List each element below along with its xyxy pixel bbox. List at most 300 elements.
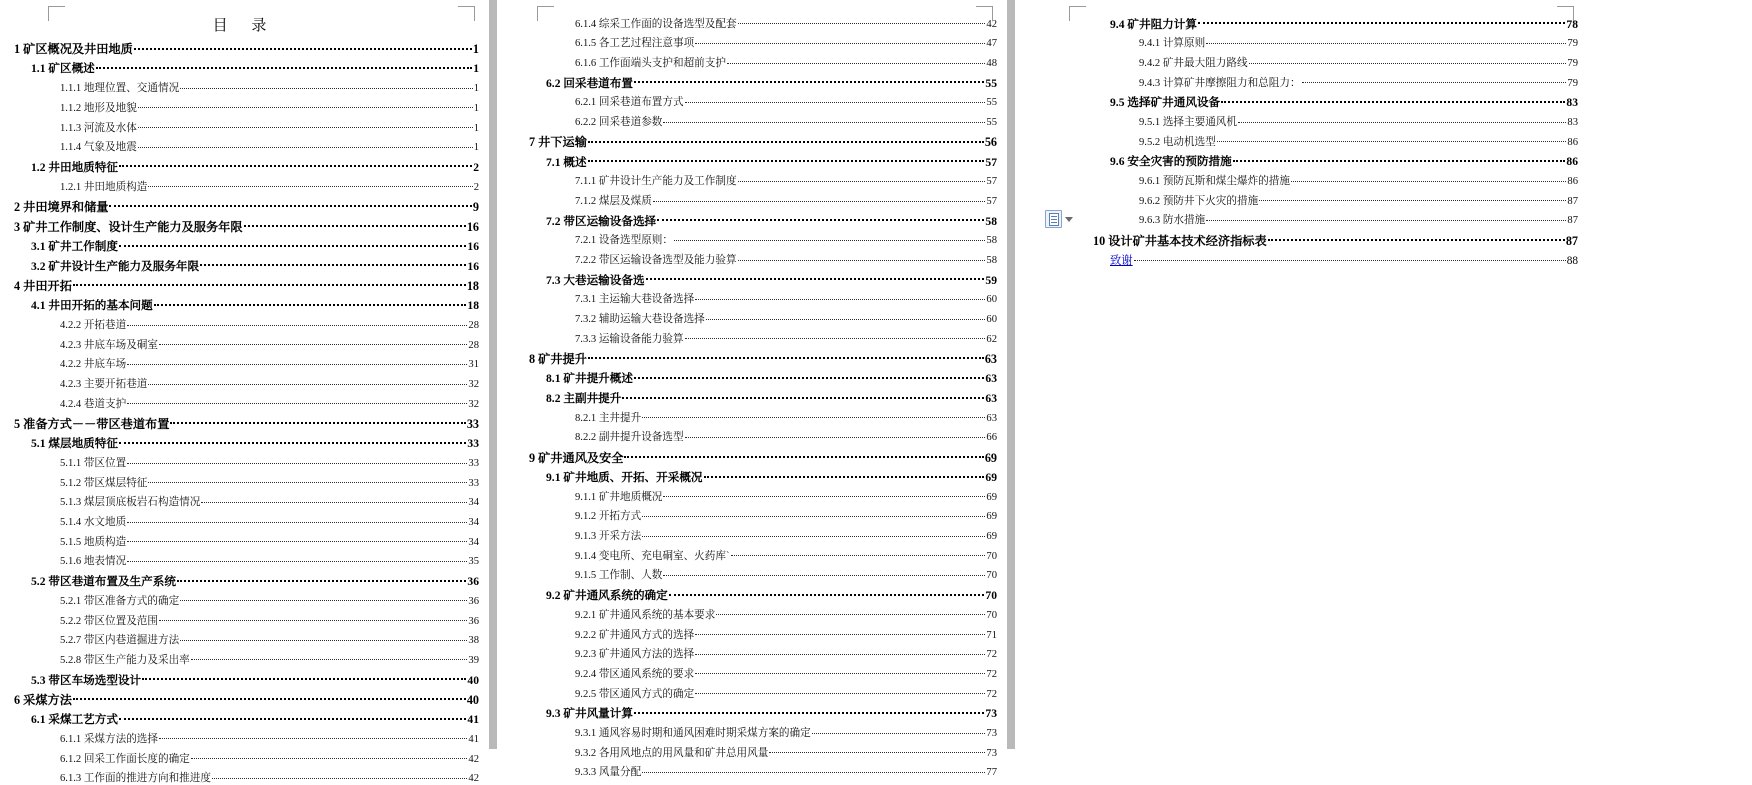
toc-entry-label: 9.5 选择矿井通风设备 xyxy=(1110,96,1221,110)
toc-entry[interactable] xyxy=(14,534,479,548)
toc-entry-page-number: 32 xyxy=(468,398,479,410)
toc-leader-dots xyxy=(769,745,985,756)
toc-leader-dots xyxy=(138,140,473,151)
toc-entry-page-number: 69 xyxy=(986,491,997,503)
toc-entry-page-number: 73 xyxy=(986,727,997,739)
toc-entry-page-number: 69 xyxy=(986,531,997,543)
toc-entry[interactable] xyxy=(529,607,997,621)
toc-entry[interactable] xyxy=(529,16,997,30)
toc-entry-label: 7.3.1 主运输大巷设备选择 xyxy=(575,294,695,306)
toc-entry-page-number: 35 xyxy=(468,556,479,568)
toc-entry-label: 9.1.1 矿井地质概况 xyxy=(575,491,663,503)
toc-entry-label: 6.1.6 工作面端头支护和超前支护 xyxy=(575,57,726,69)
toc-entry[interactable] xyxy=(14,199,479,213)
toc-entry[interactable] xyxy=(14,475,479,489)
toc-entry[interactable] xyxy=(529,548,997,562)
toc-leader-dots xyxy=(685,331,986,342)
toc-entry[interactable] xyxy=(529,489,997,503)
toc-entry-page-number: 40 xyxy=(467,673,479,687)
toc-entry[interactable] xyxy=(529,745,997,759)
toc-entry[interactable] xyxy=(529,174,997,188)
toc-entry-page-number: 72 xyxy=(986,668,997,680)
toc-entry-page-number: 66 xyxy=(986,432,997,444)
toc-entry-page-number: 69 xyxy=(985,471,997,485)
toc-entry-label: 9 矿井通风及安全 xyxy=(529,450,624,465)
toc-entry[interactable] xyxy=(14,672,479,686)
toc-entry-page-number: 39 xyxy=(468,654,479,666)
toc-leader-dots xyxy=(685,430,986,441)
toc-entry[interactable] xyxy=(14,100,479,114)
toc-entry[interactable] xyxy=(1093,75,1578,89)
toc-entry-label: 9.5.2 电动机选型 xyxy=(1139,136,1216,148)
toc-entry[interactable] xyxy=(14,219,479,233)
toc-entry-label: 致谢 xyxy=(1110,254,1133,267)
toc-entry[interactable] xyxy=(14,81,479,95)
toc-entry-page-number: 28 xyxy=(468,339,479,351)
toc-entry-label: 5.2.7 带区内巷道掘进方法 xyxy=(60,635,180,647)
toc-leader-dots xyxy=(727,55,985,66)
toc-leader-dots xyxy=(716,607,985,618)
toc-entry-label: 5.2.1 带区准备方式的确定 xyxy=(60,595,180,607)
toc-entry-label: 5.1.5 地质构造 xyxy=(60,536,127,548)
toc-entry-page-number: 86 xyxy=(1566,155,1578,169)
toc-entry-page-number: 73 xyxy=(985,707,997,721)
toc-entry-label: 5.2.8 带区生产能力及采出率 xyxy=(60,654,190,666)
toc-entry[interactable] xyxy=(529,272,997,286)
toc-leader-dots xyxy=(738,174,986,185)
toc-entry-label: 9.6 安全灾害的预防措施 xyxy=(1110,155,1232,169)
document-page-1 xyxy=(0,0,489,785)
toc-entry-page-number: 1 xyxy=(472,42,479,57)
toc-leader-dots xyxy=(588,154,985,166)
toc-entry[interactable] xyxy=(1093,174,1578,188)
toc-entry-page-number: 42 xyxy=(468,773,479,785)
toc-entry-label: 9.2.4 带区通风系统的要求 xyxy=(575,668,695,680)
toc-entry-page-number: 56 xyxy=(984,135,997,150)
toc-entry-label: 9.6.2 预防井下火灾的措施 xyxy=(1139,195,1259,207)
toc-entry-label: 9.3 矿井风量计算 xyxy=(546,707,633,721)
toc-leader-dots xyxy=(1259,193,1566,204)
toc-entry-label: 5.2.2 带区位置及范围 xyxy=(60,615,158,627)
toc-entry-page-number: 57 xyxy=(986,176,997,188)
toc-leader-dots xyxy=(1302,75,1567,86)
toc-entry-page-number: 9 xyxy=(472,199,479,214)
toc-entry-label: 8 矿井提升 xyxy=(529,352,587,367)
toc-leader-dots xyxy=(646,272,985,284)
toc-leader-dots xyxy=(1206,213,1566,224)
toc-leader-dots xyxy=(96,61,472,73)
toc-entry-label: 5.1.4 水文地质 xyxy=(60,517,127,529)
toc-leader-dots xyxy=(1217,134,1567,145)
toc-leader-dots xyxy=(119,238,466,250)
toc-entry[interactable] xyxy=(529,568,997,582)
toc-leader-dots xyxy=(1291,174,1566,185)
toc-leader-dots xyxy=(134,41,472,53)
toc-entry-label: 7.3 大巷运输设备选 xyxy=(546,273,645,287)
toc-entry[interactable] xyxy=(1093,233,1578,247)
toc-entry[interactable] xyxy=(14,652,479,666)
toc-entry-label: 9.2.3 矿井通风方法的选择 xyxy=(575,649,695,661)
toc-entry[interactable] xyxy=(14,712,479,726)
toc-entry-label: 4.1 井田开拓的基本问题 xyxy=(31,299,153,313)
toc-leader-dots xyxy=(738,252,986,263)
toc-leader-dots xyxy=(1249,55,1567,66)
toc-leader-dots xyxy=(119,712,466,724)
toc-entry[interactable] xyxy=(529,528,997,542)
toc-entry[interactable] xyxy=(14,159,479,173)
toc-entry[interactable] xyxy=(1093,193,1578,207)
toc-leader-dots xyxy=(1221,95,1565,107)
toc-leader-dots xyxy=(201,495,467,506)
toc-entry[interactable] xyxy=(1093,95,1578,109)
toc-entry-page-number: 60 xyxy=(986,294,997,306)
toc-entry[interactable] xyxy=(529,193,997,207)
toc-leader-dots xyxy=(588,351,984,363)
toc-entry-label: 6.1.4 综采工作面的设备选型及配套 xyxy=(575,18,737,30)
toc-leader-dots xyxy=(642,410,985,421)
toc-entry[interactable] xyxy=(14,633,479,647)
toc-entry[interactable] xyxy=(1093,134,1578,148)
toc-entry-page-number: 55 xyxy=(986,117,997,129)
toc-entry[interactable] xyxy=(14,574,479,588)
toc-entry-label: 1.1 矿区概述 xyxy=(31,62,95,76)
toc-leader-dots xyxy=(622,390,984,402)
toc-entry-label: 8.2.1 主井提升 xyxy=(575,412,642,424)
toc-leader-dots xyxy=(1134,252,1566,263)
toc-entry-page-number: 71 xyxy=(986,629,997,641)
toc-entry-page-number: 72 xyxy=(986,649,997,661)
toc-entry-page-number: 58 xyxy=(985,214,997,228)
toc-entry-label: 1.2 井田地质特征 xyxy=(31,160,118,174)
toc-entry[interactable] xyxy=(1093,252,1578,267)
toc-leader-dots xyxy=(642,509,985,520)
toc-entry-page-number: 79 xyxy=(1567,38,1578,50)
toc-entry-label: 6.1.3 工作面的推进方向和推进度 xyxy=(60,773,211,785)
toc-entry[interactable] xyxy=(14,416,479,430)
toc-entry-page-number: 1 xyxy=(473,122,479,134)
toc-leader-dots xyxy=(653,193,986,204)
toc-entry-label: 7.1 概述 xyxy=(546,155,587,169)
toc-entry[interactable] xyxy=(529,509,997,523)
toc-leader-dots xyxy=(1233,154,1566,166)
toc-leader-dots xyxy=(191,652,468,663)
toc-entry[interactable] xyxy=(14,120,479,134)
toc-leader-dots xyxy=(212,771,467,782)
toc-entry[interactable] xyxy=(529,706,997,720)
page-separator-2 xyxy=(1007,0,1015,749)
toc-entry[interactable] xyxy=(529,351,997,365)
toc-entry-page-number: 73 xyxy=(986,747,997,759)
toc-entry-page-number: 60 xyxy=(986,314,997,326)
toc-entry-label: 9.4.3 计算矿井摩擦阻力和总阻力： xyxy=(1139,77,1301,89)
toc-entry-label: 7.2 带区运输设备选择 xyxy=(546,214,657,228)
toc-leader-dots xyxy=(73,692,466,704)
toc-entry[interactable] xyxy=(529,410,997,424)
toc-entry[interactable] xyxy=(529,95,997,109)
toc-entry-page-number: 36 xyxy=(467,575,479,589)
toc-leader-dots xyxy=(704,469,985,481)
toc-entry[interactable] xyxy=(529,725,997,739)
toc-entry-label: 5.3 带区车场选型设计 xyxy=(31,673,142,687)
toc-entry-page-number: 63 xyxy=(986,412,997,424)
toc-entry-page-number: 36 xyxy=(468,615,479,627)
toc-leader-dots xyxy=(812,725,986,736)
toc-entry-page-number: 41 xyxy=(467,713,479,727)
toc-leader-dots xyxy=(1206,36,1566,47)
toc-entry-page-number: 16 xyxy=(466,219,479,234)
toc-entry[interactable] xyxy=(1093,114,1578,128)
toc-entry-label: 9.4.2 矿井最大阻力路线 xyxy=(1139,57,1248,69)
toc-entry-page-number: 36 xyxy=(468,595,479,607)
toc-entry[interactable] xyxy=(1093,36,1578,50)
toc-leader-dots xyxy=(180,81,473,92)
toc-entry-page-number: 1 xyxy=(473,62,479,76)
toc-entry-page-number: 70 xyxy=(986,609,997,621)
toc-entry-label: 9.3.3 风量分配 xyxy=(575,767,642,779)
toc-entry[interactable] xyxy=(529,647,997,661)
toc-entry-label: 9.3.2 各用风地点的用风量和矿井总用风量 xyxy=(575,747,769,759)
toc-entry-label: 8.2 主副井提升 xyxy=(546,392,622,406)
toc-entry[interactable] xyxy=(14,317,479,331)
toc-entry[interactable] xyxy=(529,390,997,404)
toc-entry[interactable] xyxy=(14,771,479,785)
toc-entry[interactable] xyxy=(14,396,479,410)
toc-entry[interactable] xyxy=(529,331,997,345)
toc-entry[interactable] xyxy=(14,455,479,469)
toc-entry[interactable] xyxy=(14,495,479,509)
toc-leader-dots xyxy=(663,568,985,579)
toc-entry-page-number: 63 xyxy=(984,352,997,367)
toc-entry-page-number: 1 xyxy=(473,102,479,114)
toc-leader-dots xyxy=(148,475,467,486)
toc-leader-dots xyxy=(127,317,467,328)
toc-entry-page-number: 34 xyxy=(468,517,479,529)
paste-options-widget[interactable] xyxy=(1045,210,1073,228)
toc-leader-dots xyxy=(159,613,467,624)
toc-leader-dots xyxy=(159,337,467,348)
toc-entry-label: 3 矿井工作制度、设计生产能力及服务年限 xyxy=(14,219,243,234)
toc-entry[interactable] xyxy=(14,278,479,292)
toc-entry-label: 7.2.2 带区运输设备选型及能力验算 xyxy=(575,255,737,267)
toc-entry-page-number: 41 xyxy=(468,733,479,745)
toc-leader-dots xyxy=(1268,233,1565,245)
toc-entry-label: 4.2.2 开拓巷道 xyxy=(60,320,127,332)
toc-entry[interactable] xyxy=(14,258,479,272)
toc-entry[interactable] xyxy=(529,55,997,69)
toc-leader-dots xyxy=(695,647,985,658)
toc-entry[interactable] xyxy=(1093,154,1578,168)
toc-entry-page-number: 31 xyxy=(468,359,479,371)
toc-entry[interactable] xyxy=(529,469,997,483)
toc-leader-dots xyxy=(244,219,466,231)
toc-entry-label: 9.1 矿井地质、开拓、开采概况 xyxy=(546,471,703,485)
toc-entry[interactable] xyxy=(529,36,997,50)
toc-leader-dots xyxy=(127,554,467,565)
toc-entry[interactable] xyxy=(14,613,479,627)
toc-entry-page-number: 55 xyxy=(985,76,997,90)
toc-entry-page-number: 1 xyxy=(473,142,479,154)
toc-entry-label: 5.1.2 带区煤层特征 xyxy=(60,477,148,489)
toc-entry-page-number: 33 xyxy=(467,437,479,451)
toc-leader-dots xyxy=(127,396,467,407)
toc-entry-label: 9.2 矿井通风系统的确定 xyxy=(546,589,668,603)
toc-entry-label: 9.1.2 开拓方式 xyxy=(575,511,642,523)
toc-entry-page-number: 79 xyxy=(1567,77,1578,89)
toc-entry-page-number: 86 xyxy=(1567,176,1578,188)
toc-entry[interactable] xyxy=(14,377,479,391)
toc-leader-dots xyxy=(109,199,471,211)
toc-leader-dots xyxy=(695,666,985,677)
toc-entry[interactable] xyxy=(1093,16,1578,30)
toc-entry-label: 5.1 煤层地质特征 xyxy=(31,437,118,451)
toc-entry-label: 4.2.3 井底车场及硐室 xyxy=(60,339,158,351)
toc-entry-label: 7.2.1 设备选型原则： xyxy=(575,235,673,247)
toc-entry-page-number: 57 xyxy=(986,195,997,207)
toc-entry-label: 9.4.1 计算原则 xyxy=(1139,38,1206,50)
toc-entry[interactable] xyxy=(529,114,997,128)
toc-entry[interactable] xyxy=(14,61,479,75)
toc-entry-label: 3.2 矿井设计生产能力及服务年限 xyxy=(31,259,200,273)
toc-leader-dots xyxy=(663,114,985,125)
toc-entry[interactable] xyxy=(529,450,997,464)
toc-entry[interactable] xyxy=(14,515,479,529)
toc-entry-page-number: 72 xyxy=(986,688,997,700)
toc-entry[interactable] xyxy=(1093,213,1578,227)
toc-entry-page-number: 78 xyxy=(1566,17,1578,31)
toc-entry[interactable] xyxy=(14,436,479,450)
toc-leader-dots xyxy=(731,548,986,559)
toc-leader-dots xyxy=(191,751,468,762)
toc-entry-label: 9.5.1 选择主要通风机 xyxy=(1139,117,1237,129)
toc-entry-label: 1.1.1 地理位置、交通情况 xyxy=(60,83,180,95)
toc-leader-dots xyxy=(180,633,467,644)
toc-entry-page-number: 87 xyxy=(1567,215,1578,227)
toc-list-page-1 xyxy=(0,41,489,785)
toc-leader-dots xyxy=(588,134,984,146)
toc-entry-label: 6 采煤方法 xyxy=(14,692,72,707)
toc-entry-label: 4.2.3 主要开拓巷道 xyxy=(60,379,148,391)
toc-leader-dots xyxy=(642,765,985,776)
toc-entry-label: 9.2.2 矿井通风方式的选择 xyxy=(575,629,695,641)
toc-entry[interactable] xyxy=(14,593,479,607)
toc-leader-dots xyxy=(142,672,466,684)
toc-entry-page-number: 2 xyxy=(473,181,479,193)
toc-entry-page-number: 34 xyxy=(468,497,479,509)
toc-leader-dots xyxy=(154,298,467,310)
toc-entry-page-number: 18 xyxy=(466,279,479,294)
toc-entry-label: 3.1 矿井工作制度 xyxy=(31,240,118,254)
toc-entry-page-number: 70 xyxy=(986,570,997,582)
toc-entry-page-number: 55 xyxy=(986,97,997,109)
toc-entry[interactable] xyxy=(529,430,997,444)
chevron-down-icon[interactable] xyxy=(1065,217,1073,222)
paste-options-icon[interactable] xyxy=(1045,210,1062,228)
toc-leader-dots xyxy=(119,436,466,448)
toc-leader-dots xyxy=(180,593,467,604)
toc-entry[interactable] xyxy=(14,357,479,371)
toc-entry[interactable] xyxy=(529,588,997,602)
toc-leader-dots xyxy=(695,686,985,697)
toc-entry[interactable] xyxy=(529,627,997,641)
toc-entry[interactable] xyxy=(14,140,479,154)
toc-leader-dots xyxy=(706,312,986,323)
toc-entry[interactable] xyxy=(14,751,479,765)
toc-entry[interactable] xyxy=(14,731,479,745)
toc-entry[interactable] xyxy=(529,134,997,148)
toc-entry[interactable] xyxy=(529,765,997,779)
toc-entry-page-number: 57 xyxy=(985,155,997,169)
toc-entry[interactable] xyxy=(529,154,997,168)
toc-entry[interactable] xyxy=(14,238,479,252)
toc-leader-dots xyxy=(177,574,466,586)
toc-entry-page-number: 63 xyxy=(985,372,997,386)
toc-entry-page-number: 88 xyxy=(1566,254,1578,267)
toc-leader-dots xyxy=(148,377,467,388)
toc-entry[interactable] xyxy=(529,233,997,247)
toc-leader-dots xyxy=(669,588,985,600)
toc-entry[interactable] xyxy=(14,298,479,312)
page-gap-1 xyxy=(497,0,515,749)
toc-entry[interactable] xyxy=(529,666,997,680)
toc-leader-dots xyxy=(119,159,472,171)
toc-leader-dots xyxy=(127,534,467,545)
toc-entry[interactable] xyxy=(529,371,997,385)
document-page-2 xyxy=(515,0,1007,779)
toc-entry[interactable] xyxy=(529,292,997,306)
toc-entry[interactable] xyxy=(14,179,479,193)
toc-entry-label: 9.1.3 开采方法 xyxy=(575,531,642,543)
toc-entry[interactable] xyxy=(14,41,479,55)
toc-entry[interactable] xyxy=(14,554,479,568)
toc-entry-page-number: 1 xyxy=(473,83,479,95)
toc-entry-page-number: 79 xyxy=(1567,57,1578,69)
toc-entry-page-number: 63 xyxy=(985,392,997,406)
toc-entry-label: 1.1.3 河流及水体 xyxy=(60,122,137,134)
toc-entry-label: 4.2.2 井底车场 xyxy=(60,359,127,371)
toc-leader-dots xyxy=(634,75,984,87)
toc-entry-page-number: 58 xyxy=(986,255,997,267)
toc-leader-dots xyxy=(674,233,985,244)
toc-entry-label: 7.1.2 煤层及煤质 xyxy=(575,195,652,207)
toc-leader-dots xyxy=(642,528,985,539)
toc-leader-dots xyxy=(73,278,466,290)
page-separator-1 xyxy=(489,0,497,749)
toc-entry[interactable] xyxy=(529,252,997,266)
toc-entry[interactable] xyxy=(14,692,479,706)
toc-entry-label: 7 井下运输 xyxy=(529,135,587,150)
toc-entry-page-number: 28 xyxy=(468,320,479,332)
toc-leader-dots xyxy=(159,731,467,742)
toc-entry[interactable] xyxy=(14,337,479,351)
toc-entry[interactable] xyxy=(529,686,997,700)
toc-entry-page-number: 62 xyxy=(986,333,997,345)
toc-entry-page-number: 34 xyxy=(468,536,479,548)
toc-leader-dots xyxy=(663,489,985,500)
toc-entry-page-number: 32 xyxy=(468,379,479,391)
toc-entry-page-number: 69 xyxy=(984,450,997,465)
toc-entry[interactable] xyxy=(1093,55,1578,69)
toc-entry[interactable] xyxy=(529,312,997,326)
toc-leader-dots xyxy=(695,36,985,47)
toc-entry[interactable] xyxy=(529,213,997,227)
toc-entry-page-number: 58 xyxy=(986,235,997,247)
toc-entry-label: 6.1.1 采煤方法的选择 xyxy=(60,733,158,745)
toc-entry-page-number: 87 xyxy=(1565,233,1578,248)
toc-entry-label: 5.1.1 带区位置 xyxy=(60,458,127,470)
toc-entry[interactable] xyxy=(529,75,997,89)
toc-entry-label: 6.2 回采巷道布置 xyxy=(546,76,633,90)
toc-entry-label: 6.2.2 回采巷道参数 xyxy=(575,117,663,129)
